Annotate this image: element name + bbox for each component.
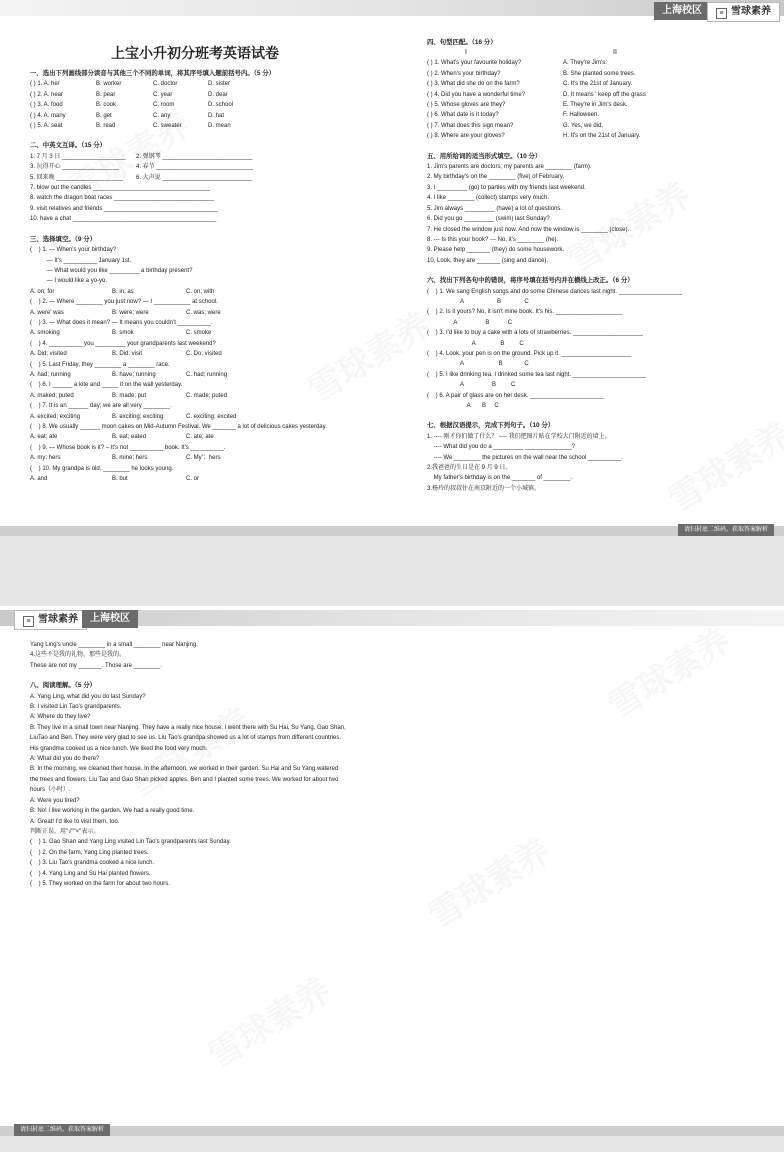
option: D. sister bbox=[208, 81, 231, 88]
question-line: 1. ---- 刚才你们做了什么？ ---- 我们把图片贴在学校大门附近的墙上。 bbox=[427, 433, 611, 440]
option: C. doctor bbox=[153, 81, 178, 88]
question-row bbox=[30, 121, 360, 131]
question-stem: A. maked; puted bbox=[30, 392, 74, 399]
question-line: ( ) 9. — Whose book is it? – It's not __________ book. It's __________. bbox=[30, 444, 226, 451]
question-stem: ( ) 7. What does this sign mean? bbox=[427, 122, 514, 129]
question-stem: A. excited; exciting bbox=[30, 413, 81, 420]
passage-line: B: No! I like working in the garden. We had a really good time. bbox=[30, 808, 195, 815]
word-form-questions bbox=[427, 162, 767, 266]
question-line: — It's __________ January 1st. bbox=[30, 257, 132, 264]
question-stem: ( ) 3. What did she do on the farm? bbox=[427, 81, 520, 88]
option: B. cook bbox=[96, 102, 117, 109]
passage-line: 判断正误，用"√""×"表示。 bbox=[30, 828, 100, 835]
question-line: ( ) 10. My grandpa is old, ________ he looks young. bbox=[30, 465, 174, 472]
matching-questions bbox=[427, 58, 767, 141]
option: C. ate; ate bbox=[186, 434, 214, 441]
pronunciation-questions bbox=[30, 79, 360, 131]
option-row bbox=[30, 412, 360, 422]
brand-tag bbox=[707, 2, 780, 22]
matching-row bbox=[427, 58, 767, 68]
option: D. mean bbox=[208, 123, 231, 130]
option: D. It means ' keep off the grass bbox=[563, 91, 646, 98]
matching-row bbox=[427, 110, 767, 120]
option: C. on; with bbox=[186, 288, 215, 295]
passage-line: LiuTao and Ben. They were very glad to see us. Liu Tao's grandpa showed us a lot of stamps from different countries. bbox=[30, 735, 341, 742]
passage-line: A: Where do they live? bbox=[30, 714, 91, 721]
question-line: Yang Ling's uncle ________ in a small ________ near Nanjing. bbox=[30, 642, 198, 648]
brand-name: 雪球素养 bbox=[38, 614, 78, 625]
question-line: — What would you like _________ a birthday present? bbox=[30, 267, 193, 274]
option: B. were; were bbox=[112, 309, 149, 316]
option: A. They're Jim's. bbox=[563, 60, 607, 67]
passage-line: His grandma cooked us a nice lunch. We liked the food very much. bbox=[30, 745, 208, 752]
reading-comprehension bbox=[30, 692, 770, 890]
question-stem: A. Did; visited bbox=[30, 351, 67, 358]
matching-row bbox=[427, 131, 767, 141]
question-stem: ( ) 5. Whose gloves are they? bbox=[427, 102, 506, 109]
question-line: ( ) 6. I ______ a kite and _____ it on the wall yesterday. bbox=[30, 382, 183, 389]
option-row bbox=[30, 308, 360, 318]
brand-logo-icon: ≡ bbox=[716, 8, 727, 19]
section-heading: 八、阅读理解。（5 分） bbox=[30, 682, 97, 690]
passage-line: ( ) 5. They worked on the farm for about two hours. bbox=[30, 880, 170, 887]
question-line: ( ) 8. We usually ______ moon cakes on Mid-Autumn Festival. We _______ a lot of delicious cakes yesterday. bbox=[30, 424, 327, 430]
question-line: 7. He closed the window just now. And now the window is ________ (close). bbox=[427, 226, 630, 233]
question-line: A B C bbox=[427, 340, 524, 347]
question-stem: ( ) 1. A. her bbox=[30, 81, 60, 88]
option: B. exciting; exciting bbox=[112, 413, 164, 420]
option: B. Did; visit bbox=[112, 351, 143, 358]
option: C. had; running bbox=[186, 371, 228, 378]
passage-line: ( ) 1. Gao Shan and Yang Ling visited Lin Tao's grandparents last Sunday. bbox=[30, 839, 231, 846]
footer-note: 请扫封底二维码，获取答案解析 bbox=[14, 1124, 110, 1136]
watermark bbox=[197, 964, 338, 1078]
question-row bbox=[30, 90, 360, 100]
passage-line: ( ) 3. Liu Tao's grandma cooked a nice lunch. bbox=[30, 860, 155, 867]
question-stem: 3. 玩得开心 _________________ bbox=[30, 164, 120, 171]
question-stem: ( ) 2. When's your birthday? bbox=[427, 70, 501, 77]
region-tag: 上海校区 bbox=[82, 610, 138, 628]
reading-section bbox=[30, 640, 770, 889]
question-stem: ( ) 3. A. food bbox=[30, 102, 63, 109]
passage-line: A: Yang Ling, what did you do last Sunday? bbox=[30, 693, 146, 700]
question-stem: A. eat; ate bbox=[30, 434, 58, 441]
option: 6. 大声说 ___________________________ bbox=[136, 174, 253, 181]
column-ii-header: II bbox=[613, 49, 617, 57]
section-heading: 二、中英文互译。（15 分） bbox=[30, 142, 106, 150]
option: C. My'；hers bbox=[186, 455, 221, 462]
question-line: These are not my _______. Those are ________. bbox=[30, 662, 162, 669]
region-tag: 上海校区 bbox=[654, 2, 710, 20]
option: 4. 春节 _____________________________ bbox=[136, 164, 254, 171]
option: B. mine; hers bbox=[112, 455, 148, 462]
question-line: ( ) 1. — When's your birthday? bbox=[30, 247, 117, 254]
question-line: ( ) 7. It is an ______ day; we are all very ________. bbox=[30, 403, 172, 410]
question-line: A B C bbox=[427, 319, 513, 326]
passage-line: A: Were you tired? bbox=[30, 797, 80, 804]
brand-name: 雪球素养 bbox=[731, 6, 771, 17]
option: B. have; running bbox=[112, 371, 156, 378]
question-stem: ( ) 4. A. many bbox=[30, 112, 66, 119]
question-stem: A. had; running bbox=[30, 371, 71, 378]
right-column bbox=[427, 38, 767, 494]
question-stem: ( ) 6. What date is it today? bbox=[427, 112, 499, 119]
question-line: 8. watch the dragon boat races ______________________________ bbox=[30, 195, 215, 202]
option: F. Halloween. bbox=[563, 112, 600, 119]
option: E. They're in Jim's desk. bbox=[563, 102, 628, 109]
question-stem: 5. 回来晚 ____________________ bbox=[30, 174, 124, 181]
question-stem: A. smoking bbox=[30, 330, 60, 337]
option: B. smok bbox=[112, 330, 134, 337]
option: B. in; as bbox=[112, 288, 134, 295]
option: B. read bbox=[96, 123, 116, 130]
error-correction-questions bbox=[427, 287, 767, 412]
question-line: A B C bbox=[427, 382, 516, 389]
left-column bbox=[30, 44, 360, 484]
option-row bbox=[30, 432, 360, 442]
question-line: ( ) 2. — Where ________ you just now? — I ___________ at school. bbox=[30, 299, 218, 306]
option: H. It's on the 21st of January. bbox=[563, 133, 641, 140]
option: B. worker bbox=[96, 81, 122, 88]
option: D. dear bbox=[208, 91, 228, 98]
matching-row bbox=[427, 121, 767, 131]
question-line: 3.杨玲的叔叔住在南京附近的一个小城镇。 bbox=[427, 485, 541, 492]
option: B. but bbox=[112, 476, 128, 483]
option-row bbox=[30, 370, 360, 380]
passage-line: A: What did you do there? bbox=[30, 756, 100, 763]
matching-row bbox=[427, 90, 767, 100]
option-row bbox=[30, 474, 360, 484]
question-line: ( ) 5. Last Friday, they ________ a ________ race. bbox=[30, 361, 170, 368]
question-line: — I would like a yo-yo. bbox=[30, 278, 108, 285]
question-line: ( ) 3. — What does it mean? — It means you couldn't __________. bbox=[30, 319, 213, 326]
multiple-choice-questions bbox=[30, 245, 360, 484]
option: C. sweater bbox=[153, 123, 182, 130]
option: D. hat bbox=[208, 112, 225, 119]
footer-note: 请扫封底二维码，获取答案解析 bbox=[678, 524, 774, 536]
option: B. made; put bbox=[112, 392, 147, 399]
option: D. school bbox=[208, 102, 234, 109]
passage-line: B: In the morning, we cleaned their house. In the afternoon, we worked in their garden. Su Hai and Su Yang watered bbox=[30, 766, 339, 773]
section-heading: 四、句型匹配。（16 分） bbox=[427, 39, 497, 46]
matching-row bbox=[427, 100, 767, 110]
question-line: 9. visit relatives and friends __________________________________ bbox=[30, 205, 218, 212]
question-stem: ( ) 8. Where are your gloves? bbox=[427, 133, 505, 140]
passage-line: B: I visited Lin Tao's grandparents. bbox=[30, 704, 122, 711]
option: C. was; were bbox=[186, 309, 221, 316]
question-line: ( ) 1. We sang English songs and do some Chinese dances last night. ___________________ bbox=[427, 288, 683, 295]
question-line: ( ) 6. A pair of glass are on her desk. ______________________ bbox=[427, 392, 604, 399]
option: B. She planted some trees. bbox=[563, 70, 636, 77]
question-line: 8. --- Is this your book? --- No, it's ________ (he). bbox=[427, 236, 559, 243]
question-line: 3. I _________ (go) to parties with my friends last weekend. bbox=[427, 184, 586, 191]
question-line: A B C bbox=[427, 403, 499, 409]
question-line: 4.这些不是我的礼物，那些是我的。 bbox=[30, 652, 126, 659]
section-heading: 五、用所给词的适当形式填空。（10 分） bbox=[427, 152, 542, 160]
question-row bbox=[30, 162, 360, 172]
matching-row bbox=[427, 69, 767, 79]
passage-line: hours（小时）. bbox=[30, 787, 71, 794]
column-i-header: I bbox=[465, 49, 467, 57]
section-heading: 六、找出下列各句中的错误，将序号填在括号内并在横线上改正。（6 分） bbox=[427, 277, 634, 285]
question-line: 9. Please help _______ (they) do some housework. bbox=[427, 247, 565, 254]
question-stem: ( ) 5. A. seat bbox=[30, 123, 63, 130]
question-stem: 1. 7 月 3 日 ___________________ bbox=[30, 153, 126, 160]
question-line: ---- What did you do a _________ ______________? bbox=[427, 444, 576, 451]
option: C. or bbox=[186, 476, 200, 483]
option: C. Do; visited bbox=[186, 351, 222, 358]
question-row bbox=[30, 79, 360, 89]
option: B. eat; eated bbox=[112, 434, 147, 441]
option: C. made; puted bbox=[186, 392, 228, 399]
sentence-completion-continued bbox=[30, 640, 770, 671]
option-row bbox=[30, 287, 360, 297]
question-line: ( ) 4. Look, your pen is on the ground. Pick up it. _____________________ bbox=[427, 350, 632, 357]
option: C. It's the 21st of January. bbox=[563, 81, 633, 88]
section-heading: 三、选择填空。（9 分） bbox=[30, 235, 97, 243]
question-stem: A. were' was bbox=[30, 309, 64, 316]
page-footer-bar bbox=[0, 526, 784, 536]
question-stem: A. on; for bbox=[30, 288, 55, 295]
question-row bbox=[30, 100, 360, 110]
option: C. smoke bbox=[186, 330, 212, 337]
section-heading: 七、根据汉语提示，完成下列句子。（10 分） bbox=[427, 422, 555, 430]
option: B. pear bbox=[96, 91, 116, 98]
question-line: 5. Jim always _________ (have) a lot of questions. bbox=[427, 205, 563, 212]
passage-line: ( ) 4. Yang Ling and Su Hai planted flowers. bbox=[30, 870, 151, 877]
option-row bbox=[30, 453, 360, 463]
question-line: My father's birthday is on the _______ of ________. bbox=[427, 475, 572, 482]
question-line: 6. Did you go _________ (swim) last Sunday? bbox=[427, 216, 550, 223]
option: C. any bbox=[153, 112, 171, 119]
question-row bbox=[30, 173, 360, 183]
brand-logo-icon: ≡ bbox=[23, 616, 34, 627]
question-line: ( ) 2. Is it yours? No, it isn't mine book. It's his. ____________________ bbox=[427, 309, 623, 316]
question-line: ( ) 4. __________ you _________ your grandparents last weekend? bbox=[30, 340, 216, 347]
question-row bbox=[30, 152, 360, 162]
exam-page-3 bbox=[0, 0, 784, 536]
exam-title: 上宝小升初分班考英语试卷 bbox=[111, 46, 279, 62]
question-row bbox=[30, 111, 360, 121]
passage-line: B: They live in a small town near Nanjing. They have a really nice house. I went there with Su Hai, Su Yang, Gao Shan, bbox=[30, 724, 346, 731]
matching-column-headers bbox=[427, 48, 767, 58]
section-heading: 一、选出下列画线部分读音与其他三个不同的单词，将其序号填入题前括号内。（5 分） bbox=[30, 70, 275, 77]
question-stem: ( ) 2. A. near bbox=[30, 91, 64, 98]
option: 2. 弹钢琴 ___________________________ bbox=[136, 153, 253, 160]
sentence-completion-questions bbox=[427, 432, 767, 494]
question-stem: A. my; hers bbox=[30, 455, 61, 462]
question-line: 7. blow out the candles ___________________________________ bbox=[30, 185, 210, 192]
question-line: A B C bbox=[427, 361, 529, 368]
question-line: 4. I like ________ (collect) stamps very much. bbox=[427, 195, 550, 202]
passage-line: the trees and flowers. Liu Tao and Gao Shan picked apples. Ben and I planted some trees. We worked for about two bbox=[30, 776, 339, 783]
translation-questions bbox=[30, 152, 360, 225]
question-line: 1. Jim's parents are doctors; my parents are ________ (farm). bbox=[427, 164, 592, 171]
option: G. Yes, we did. bbox=[563, 122, 604, 129]
question-line: 10. have a chat ___________________________________________ bbox=[30, 216, 217, 223]
option: C. room bbox=[153, 102, 175, 109]
passage-line: A: Great! I'd like to visit them, too. bbox=[30, 818, 120, 825]
question-line: 2. My birthday's on the ________ (five) of February. bbox=[427, 174, 565, 181]
question-stem: A. and bbox=[30, 476, 48, 483]
question-stem: ( ) 1. What's your favourite holiday? bbox=[427, 60, 522, 67]
exam-page-4 bbox=[0, 606, 784, 1136]
question-line: 2.我爸爸的生日是在 9 月 9 日。 bbox=[427, 465, 512, 472]
matching-row bbox=[427, 79, 767, 89]
question-stem: ( ) 4. Did you have a wonderful time? bbox=[427, 91, 526, 98]
question-line: ( ) 5. I like drinking tea. I drinked some tea last night. ______________________ bbox=[427, 371, 647, 378]
option: C. exciting; excited bbox=[186, 413, 237, 420]
option: B. get bbox=[96, 112, 112, 119]
option-row bbox=[30, 349, 360, 359]
question-line: A B C bbox=[427, 298, 529, 305]
question-line: ( ) 3. I'd like to buy a cake with a lots of strawberries. _____________________ bbox=[427, 330, 643, 337]
option-row bbox=[30, 328, 360, 338]
page-footer-bar bbox=[0, 1126, 784, 1136]
passage-line: ( ) 2. On the farm, Yang Ling planted trees. bbox=[30, 849, 149, 856]
question-line: 10. Look, they are _______ (sing and dance). bbox=[427, 257, 549, 264]
question-line: ---- We ________ the pictures on the wall near the school __________. bbox=[427, 454, 624, 461]
brand-tag bbox=[14, 610, 87, 630]
option-row bbox=[30, 391, 360, 401]
option: C. year bbox=[153, 91, 173, 98]
